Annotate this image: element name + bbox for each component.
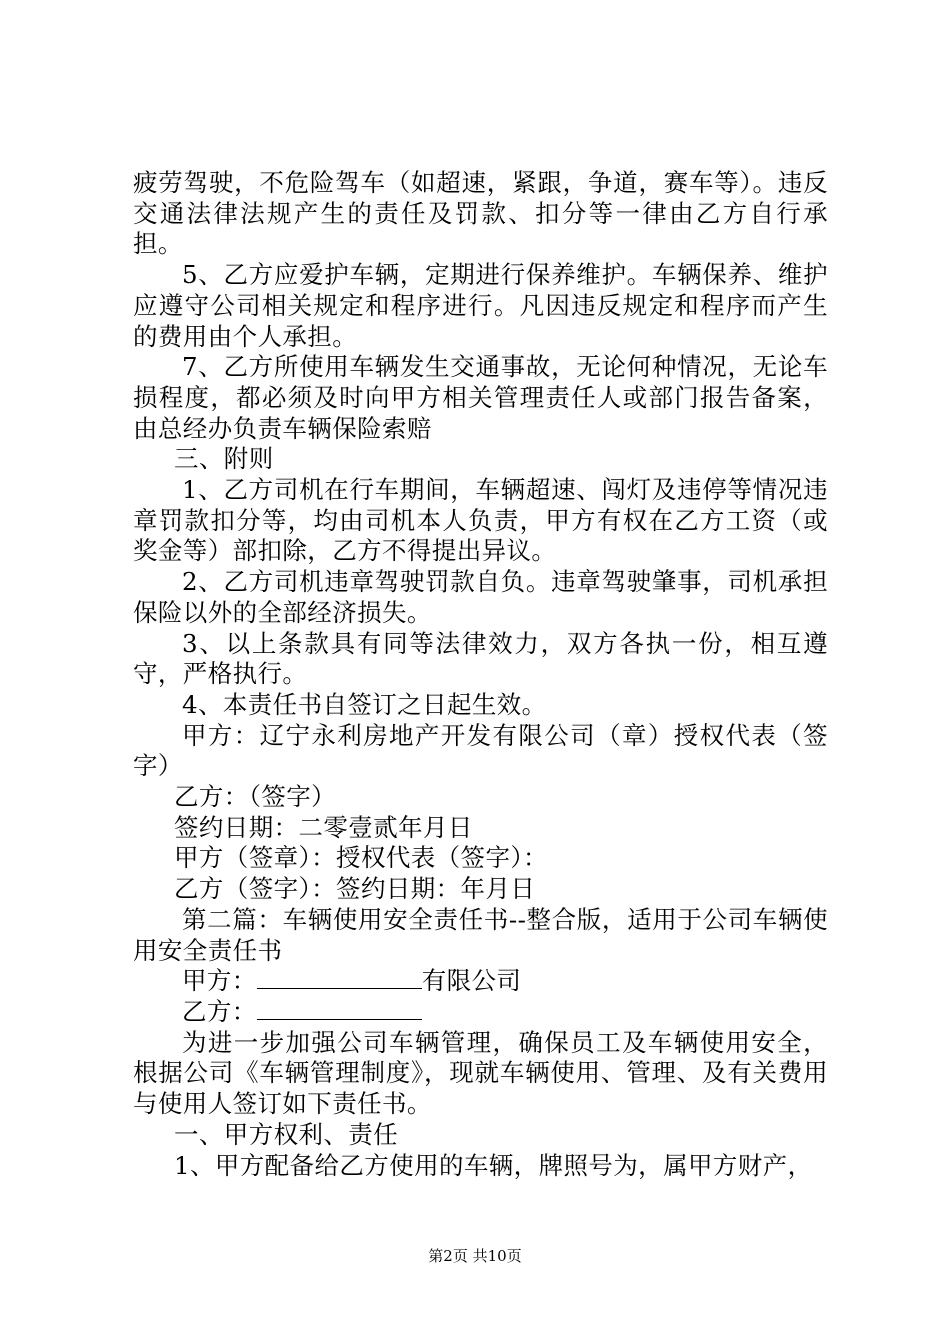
signature-party-b: 乙方：（签字） (174, 782, 337, 812)
paragraph-intro: 为进一步加强公司车辆管理，确保员工及车辆使用安全，根据公司《车辆管理制度》，现就车辆使用、管理、及有关费用与使用人签订如下责任书。 (133, 1027, 828, 1119)
section-heading-party-a-rights: 一、甲方权利、责任 (174, 1119, 399, 1149)
paragraph-appendix-1: 1、乙方司机在行车期间，车辆超速、闯灯及违停等情况违章罚款扣分等，均由司机本人负责，甲方有权在乙方工资（或奖金等）部扣除，乙方不得提出异议。 (133, 475, 828, 566)
party-a-suffix: 有限公司 (421, 966, 522, 996)
party-a-label: 甲方： (182, 966, 257, 996)
party-b-label: 乙方： (182, 996, 257, 1026)
party-b-sign-line: 乙方（签字）：签约日期：年月日 (174, 874, 536, 904)
paragraph-appendix-3: 3、以上条款具有同等法律效力，双方各执一份，相互遵守，严格执行。 (133, 628, 828, 689)
party-a-line (133, 966, 828, 997)
party-a-blank (257, 966, 422, 989)
party-b-line (133, 997, 828, 1028)
document-body (133, 168, 828, 1181)
party-b-blank (257, 997, 422, 1020)
paragraph-clause-5: 5、乙方应爱护车辆，定期进行保养维护。车辆保养、维护应遵守公司相关规定和程序进行。凡因违反规定和程序而产生的费用由个人承担。 (133, 260, 828, 351)
paragraph-appendix-4: 4、本责任书自签订之日起生效。 (182, 689, 547, 719)
page-footer: 第2页 共10页 (428, 1247, 522, 1265)
paragraph-continuation: 疲劳驾驶，不危险驾车（如超速，紧跟，争道，赛车等）。违反交通法律法规产生的责任及罚款、扣分等一律由乙方自行承担。 (133, 168, 828, 259)
signing-date: 签约日期：二零壹贰年月日 (174, 812, 473, 842)
paragraph-appendix-2: 2、乙方司机违章驾驶罚款自负。违章驾驶肇事，司机承担保险以外的全部经济损失。 (133, 567, 828, 627)
paragraph-party-a-1: 1、甲方配备给乙方使用的车辆，牌照号为，属甲方财产， (174, 1150, 813, 1180)
paragraph-clause-7: 7、乙方所使用车辆发生交通事故，无论何种情况，无论车损程度，都必须及时向甲方相关管理责任人或部门报告备案，由总经办负责车辆保险索赔 (133, 352, 828, 443)
signature-party-a: 甲方：辽宁永利房地产开发有限公司（章）授权代表（签字） (133, 720, 828, 781)
section-heading-appendix: 三、附则 (174, 444, 274, 474)
party-a-seal-line: 甲方（签章）：授权代表（签字）： (174, 843, 548, 873)
part-two-title: 第二篇：车辆使用安全责任书--整合版，适用于公司车辆使用安全责任书 (133, 904, 828, 965)
